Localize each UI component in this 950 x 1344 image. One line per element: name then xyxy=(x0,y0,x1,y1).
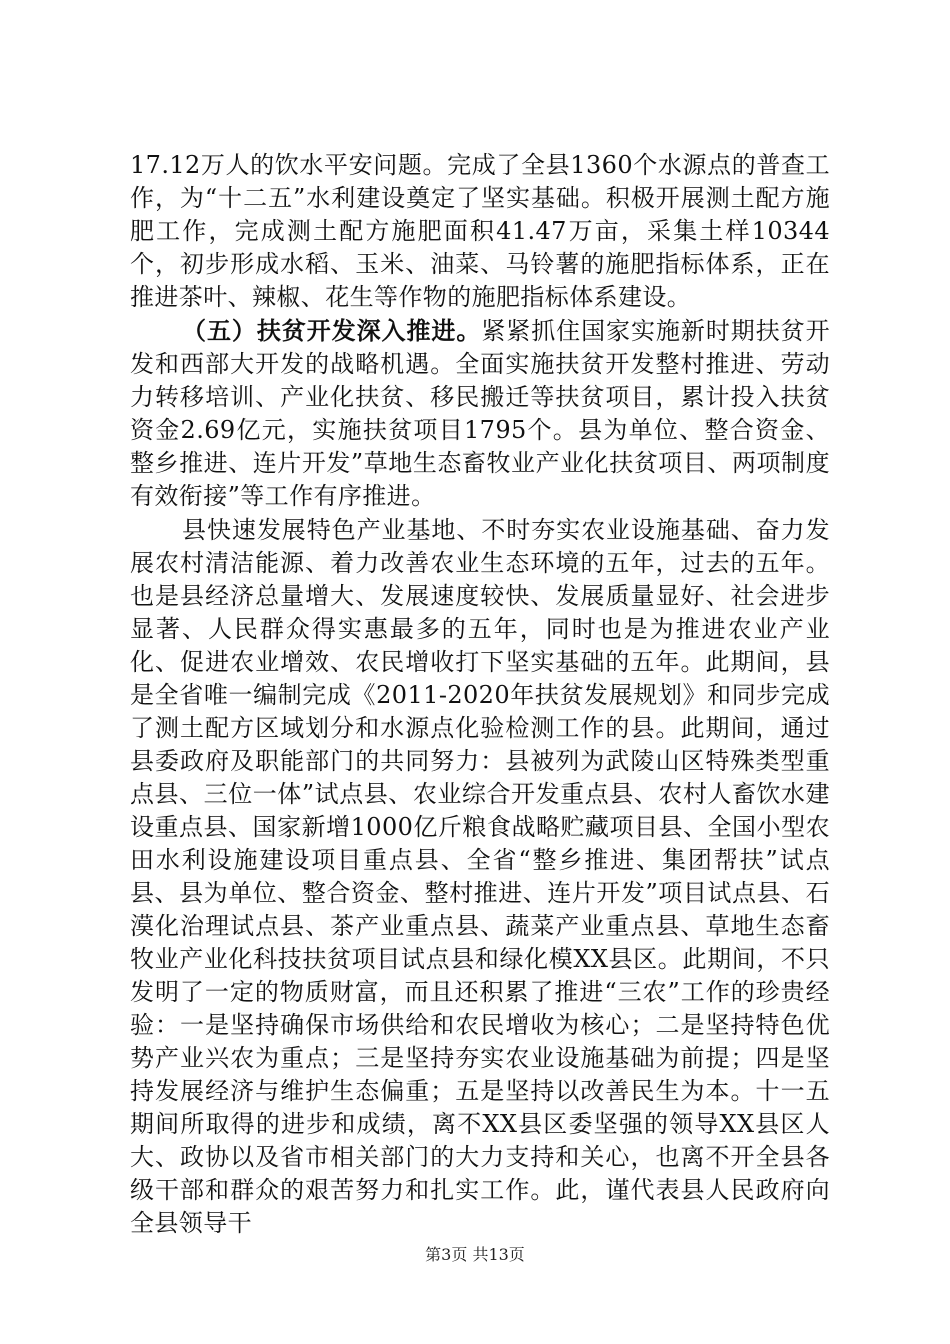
paragraph-poverty-alleviation xyxy=(130,314,830,513)
paragraph-text: 紧紧抓住国家实施新时期扶贫开发和西部大开发的战略机遇。全面实施扶贫开发整村推进、劳动力转移培训、产业化扶贫、移民搬迁等扶贫项目，累计投入扶贫资金2.69亿元，实施扶贫项目1795个。县为单位、整合资金、整乡推进、连片开发”草地生态畜牧业产业化扶贫项目、两项制度有效衔接”等工作有序推进。 xyxy=(130,317,830,510)
page-number-footer: 第3页 共13页 xyxy=(425,1245,525,1264)
paragraph-five-year-review xyxy=(130,513,830,1240)
paragraph-text: 县快速发展特色产业基地、不时夯实农业设施基础、奋力发展农村清洁能源、着力改善农业生态环境的五年，过去的五年。也是县经济总量增大、发展速度较快、发展质量显好、社会进步显著、人民群众得实惠最多的五年，同时也是为推进农业产业化、促进农业增效、农民增收打下坚实基础的五年。此期间，县是全省唯一编制完成《2011-2020年扶贫发展规划》和同步完成了测土配方区域划分和水源点化验检测工作的县。此期间，通过县委政府及职能部门的共同努力：县被列为武陵山区特殊类型重点县、三位一体”试点县、农业综合开发重点县、农村人畜饮水建设重点县、国家新增1000亿斤粮食战略贮藏项目县、全国小型农田水利设施建设项目重点县、全省“整乡推进、集团帮扶”试点县、县为单位、整合资金、整村推进、连片开发”项目试点县、石漠化治理试点县、茶产业重点县、蔬菜产业重点县、草地生态畜牧业产业化科技扶贫项目试点县和绿化模XX县区。此期间，不只发明了一定的物质财富，而且还积累了推进“三农”工作的珍贵经验：一是坚持确保市场供给和农民增收为核心；二是坚持特色优势产业兴农为重点；三是坚持夯实农业设施基础为前提；四是坚持发展经济与维护生态偏重；五是坚持以改善民生为本。十一五期间所取得的进步和成绩，离不XX县区委坚强的领导XX县区人大、政协以及省市相关部门的大力支持和关心，也离不开全县各级干部和群众的艰苦努力和扎实工作。此，谨代表县人民政府向全县领导干 xyxy=(130,516,830,1237)
paragraph-text: 17.12万人的饮水平安问题。完成了全县1360个水源点的普查工作，为“十二五”水利建设奠定了坚实基础。积极开展测土配方施肥工作，完成测土配方施肥面积41.47万亩，采集土样10344个，初步形成水稻、玉米、油菜、马铃薯的施肥指标体系，正在推进茶叶、辣椒、花生等作物的施肥指标体系建设。 xyxy=(130,151,830,311)
document-body xyxy=(130,148,830,1240)
paragraph-water-soil xyxy=(130,148,830,314)
section-heading-poverty: （五）扶贫开发深入推进。 xyxy=(182,316,482,345)
